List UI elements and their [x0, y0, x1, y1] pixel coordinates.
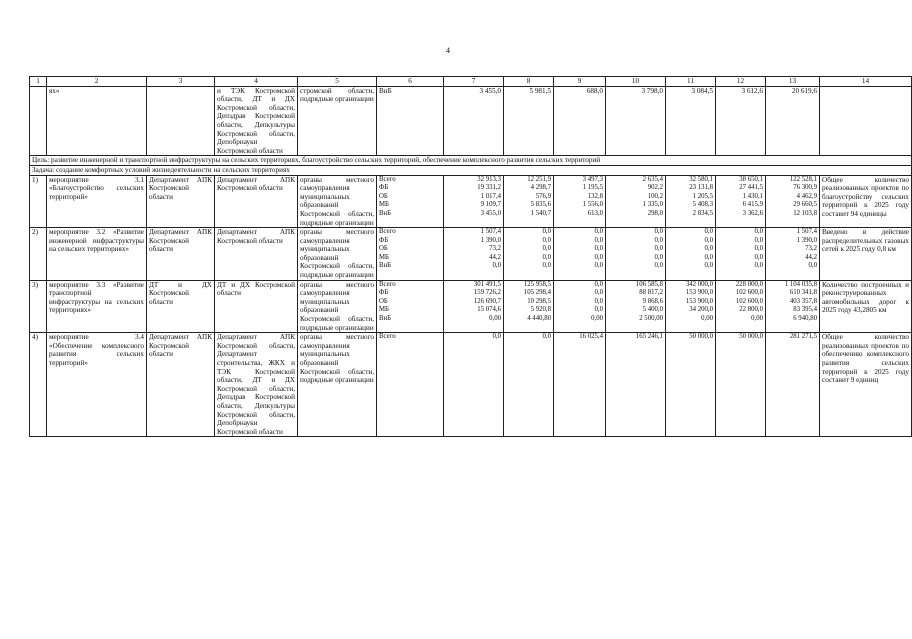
cell-values	[504, 175, 554, 228]
cell-value: 6 940,80	[793, 315, 817, 323]
cell-value: 0,0	[594, 306, 603, 314]
source-label: ФБ	[379, 236, 389, 244]
cell-number: 3)	[30, 280, 47, 333]
cell-values	[716, 228, 766, 281]
cell-value: 0,0	[704, 236, 713, 244]
cell-values	[716, 333, 766, 437]
cell-value: 1 390,0	[796, 236, 817, 244]
header-cell: 3	[147, 77, 215, 87]
header-cell: 1	[30, 77, 47, 87]
cell-value: 153 900,0	[685, 297, 713, 305]
cell-name: ях»	[47, 86, 147, 156]
cell-value: 902,2	[647, 184, 663, 192]
cell-value: 1 205,5	[692, 192, 713, 200]
cell-participants: органы местного самоуправления муниципальных образований Костромской области, подрядные организации	[298, 175, 377, 228]
cell-value: 0,0	[542, 333, 551, 341]
cell-value: 44,2	[805, 253, 817, 261]
cell-participants: органы местного самоуправления муниципальных образований Костромской области, подрядные организации	[298, 280, 377, 333]
cell-values	[716, 280, 766, 333]
source-label: Всего	[379, 175, 396, 183]
cell-value: 281 271,5	[789, 333, 817, 341]
cell-value: 73,2	[489, 245, 501, 253]
cell-value: 0,0	[754, 228, 763, 236]
measure-row	[30, 228, 912, 281]
cell-value: 105 298,4	[523, 289, 551, 297]
cell-value: 3 798,0	[606, 86, 666, 156]
cell-number	[30, 86, 47, 156]
cell-value: 0,0	[542, 253, 551, 261]
cell-value: 165 246,1	[635, 333, 663, 341]
cell-value: 0,0	[754, 236, 763, 244]
cell-values	[606, 280, 666, 333]
cell-value: 1 430,1	[742, 192, 763, 200]
cell-value: 1 540,7	[530, 209, 551, 217]
cell-value: 0,0	[594, 289, 603, 297]
cell-source	[377, 280, 444, 333]
cell-source	[377, 228, 444, 281]
cell-value: 0,0	[654, 236, 663, 244]
cell-values	[666, 333, 716, 437]
cell-value: 0,0	[654, 262, 663, 270]
page-number: 4	[446, 46, 450, 55]
cell-value: 0,00	[591, 315, 603, 323]
cell-value: 576,9	[535, 192, 551, 200]
cell-value: 9 868,6	[642, 297, 663, 305]
cell-value: 10 298,5	[527, 297, 551, 305]
header-cell: 14	[820, 77, 912, 87]
cell-value: 613,0	[587, 209, 603, 217]
cell-value: 0,0	[594, 262, 603, 270]
cell-value: 88 817,2	[639, 289, 663, 297]
cell-value: 0,0	[754, 245, 763, 253]
cell-value: 3 612,6	[716, 86, 766, 156]
cell-value: 102 600,0	[735, 289, 763, 297]
cell-value: 0,00	[751, 315, 763, 323]
cell-value: 122 528,1	[789, 175, 817, 183]
cell-source	[377, 333, 444, 437]
measure-row	[30, 280, 912, 333]
cell-value: 76 300,9	[793, 184, 817, 192]
cell-value: 126 690,7	[473, 297, 501, 305]
cell-coexecutors: Департамент АПК Костромской области	[215, 175, 298, 228]
cell-responsible: Департамент АПК Костромской области	[147, 333, 215, 437]
cell-value: 1 507,4	[480, 228, 501, 236]
cell-value: 16 025,4	[579, 333, 603, 341]
cell-value: 5 835,6	[530, 201, 551, 209]
cell-coexecutors: ДТ и ДХ Костромской области	[215, 280, 298, 333]
cell-value: 610 341,8	[789, 289, 817, 297]
cell-value: 159 726,2	[473, 289, 501, 297]
cell-value: 4 440,80	[527, 315, 551, 323]
cell-value: 688,0	[554, 86, 606, 156]
cell-value: 22 800,0	[739, 306, 763, 314]
cell-value: 0,0	[704, 253, 713, 261]
cell-name: мероприятие 3.2 «Развитие инженерной инфраструктуры на сельских территориях»	[47, 228, 147, 281]
cell-value: 1 507,4	[796, 228, 817, 236]
task-text: Задача: создание комфортных условий жизнедеятельности на сельских территориях	[30, 165, 912, 175]
cell-values	[606, 175, 666, 228]
cell-value: 0,0	[542, 228, 551, 236]
cell-value: 0,0	[594, 297, 603, 305]
goal-row	[30, 156, 912, 166]
cell-value: 6 415,9	[742, 201, 763, 209]
cell-value: 1 104 035,8	[784, 280, 817, 288]
source-label: Всего	[379, 333, 396, 341]
cell-value: 23 131,8	[689, 184, 713, 192]
cell-value: 1 335,0	[642, 201, 663, 209]
measure-row	[30, 175, 912, 228]
cell-participants: стромской области, подрядные организации	[298, 86, 377, 156]
cell-coexecutors: Департамент АПК Костромской области, Департамент строительства, ЖКХ и ТЭК Костромской области, ДТ и ДХ Костромской области, Депздрав Костромской области, Депкультуры Костромской области, Депобрнауки Костромской области	[215, 333, 298, 437]
cell-value: 0,0	[754, 253, 763, 261]
cell-value: 29 660,5	[793, 201, 817, 209]
cell-source	[377, 175, 444, 228]
cell-values	[716, 175, 766, 228]
cell-source: ВнБ	[377, 86, 444, 156]
cell-values	[606, 333, 666, 437]
cell-value: 298,0	[647, 209, 663, 217]
cell-value: 3 497,3	[582, 175, 603, 183]
cell-value: 0,0	[594, 228, 603, 236]
cell-value: 15 074,6	[477, 306, 501, 314]
cell-value: 3 362,6	[742, 209, 763, 217]
cell-value: 2 834,5	[692, 209, 713, 217]
header-row	[30, 77, 912, 87]
cell-value: 228 000,0	[735, 280, 763, 288]
cell-value: 27 441,5	[739, 184, 763, 192]
goal-text: Цель: развитие инженерной и транспортной инфраструктуры на сельских территориях, благоустройство сельских территорий, обеспечение комплексного развития сельских территорий	[30, 156, 912, 166]
cell-value: 32 913,3	[477, 175, 501, 183]
cell-participants: органы местного самоуправления муниципальных образований Костромской области, подрядные организации	[298, 333, 377, 437]
cell-responsible: Департамент АПК Костромской области	[147, 175, 215, 228]
header-cell: 5	[298, 77, 377, 87]
cell-value: 0,0	[594, 236, 603, 244]
cell-value: 102 600,0	[735, 297, 763, 305]
cell-value: 3 455,0	[480, 209, 501, 217]
cell-value: 100,2	[647, 192, 663, 200]
cell-value: 5 408,3	[692, 201, 713, 209]
cell-values	[554, 280, 606, 333]
header-cell: 13	[766, 77, 820, 87]
cell-value: 44,2	[489, 253, 501, 261]
cell-name: мероприятие 3.4 «Обеспечение комплексного развития сельских территорий»	[47, 333, 147, 437]
source-label: ВнБ	[379, 315, 392, 323]
header-cell: 9	[554, 77, 606, 87]
cell-value: 0,0	[808, 262, 817, 270]
cell-value: 0,0	[704, 245, 713, 253]
source-label: Всего	[379, 280, 396, 288]
cell-value: 19 331,2	[477, 184, 501, 192]
cell-value: 2 635,4	[642, 175, 663, 183]
cell-value: 32 580,1	[689, 175, 713, 183]
header-cell: 8	[504, 77, 554, 87]
header-cell: 4	[215, 77, 298, 87]
program-table	[29, 76, 912, 437]
cell-value: 1 017,4	[480, 192, 501, 200]
cell-value: 5 920,8	[530, 306, 551, 314]
cell-value: 0,0	[542, 262, 551, 270]
cell-indicator: Количество построенных и реконструированных автомобильных дорог к 2025 году 43,2805 км	[820, 280, 912, 333]
task-row	[30, 165, 912, 175]
cell-values	[766, 175, 820, 228]
cell-value: 132,8	[587, 192, 603, 200]
cell-value: 153 900,0	[685, 289, 713, 297]
cell-values	[504, 228, 554, 281]
source-label: МБ	[379, 201, 389, 209]
cell-values	[444, 333, 504, 437]
cell-value: 3 455,0	[444, 86, 504, 156]
cell-value: 38 650,1	[739, 175, 763, 183]
cell-values	[444, 228, 504, 281]
cell-indicator: Общее количество реализованных проектов по благоустройству сельских территорий к 2025 году составит 94 единицы	[820, 175, 912, 228]
cell-value: 50 000,0	[689, 333, 713, 341]
cell-value: 0,0	[654, 253, 663, 261]
cell-value: 0,0	[704, 262, 713, 270]
source-label: Всего	[379, 228, 396, 236]
cell-value: 1 390,0	[480, 236, 501, 244]
cell-values	[554, 228, 606, 281]
cell-number: 1)	[30, 175, 47, 228]
cell-values	[606, 228, 666, 281]
cell-values	[766, 280, 820, 333]
cell-value: 50 000,0	[739, 333, 763, 341]
cell-values	[766, 333, 820, 437]
cell-value: 0,0	[492, 333, 501, 341]
cell-indicator	[820, 86, 912, 156]
cell-value: 0,0	[542, 236, 551, 244]
cell-indicator: Общее количество реализованных проектов по обеспечению комплексного развития сельских территорий к 2025 году составит 9 единиц	[820, 333, 912, 437]
cell-value: 0,0	[754, 262, 763, 270]
cell-participants: органы местного самоуправления муниципальных образований Костромской области, подрядные организации	[298, 228, 377, 281]
cell-value: 342 000,0	[685, 280, 713, 288]
cell-values	[554, 175, 606, 228]
cell-coexecutors: Департамент АПК Костромской области	[215, 228, 298, 281]
cell-value: 5 981,5	[504, 86, 554, 156]
source-label: ВнБ	[379, 262, 392, 270]
source-label: ФБ	[379, 184, 389, 192]
cell-values	[444, 280, 504, 333]
source-label: ОБ	[379, 192, 388, 200]
header-cell: 2	[47, 77, 147, 87]
measures-body	[30, 175, 912, 437]
header-cell: 10	[606, 77, 666, 87]
cell-value: 403 357,8	[789, 297, 817, 305]
source-label: ФБ	[379, 289, 389, 297]
source-label: ВнБ	[379, 209, 392, 217]
cell-name: мероприятие 3.3 «Развитие транспортной инфраструктуры на сельских территориях»	[47, 280, 147, 333]
cell-number: 2)	[30, 228, 47, 281]
measure-row	[30, 333, 912, 437]
cell-value: 3 084,5	[666, 86, 716, 156]
cell-value: 4 462,9	[796, 192, 817, 200]
cell-responsible	[147, 86, 215, 156]
cell-value: 0,00	[701, 315, 713, 323]
cell-values	[504, 280, 554, 333]
cell-value: 0,0	[594, 245, 603, 253]
cell-value: 0,00	[489, 315, 501, 323]
cell-values	[666, 175, 716, 228]
cell-value: 301 491,5	[473, 280, 501, 288]
cell-value: 125 958,5	[523, 280, 551, 288]
header-cell: 12	[716, 77, 766, 87]
cell-value: 106 585,8	[635, 280, 663, 288]
cell-values	[766, 228, 820, 281]
cell-value: 1 195,5	[582, 184, 603, 192]
cell-number: 4)	[30, 333, 47, 437]
source-label: МБ	[379, 253, 389, 261]
cell-value: 1 556,0	[582, 201, 603, 209]
cell-value: 0,0	[542, 245, 551, 253]
cell-responsible: Департамент АПК Костромской области	[147, 228, 215, 281]
header-cell: 7	[444, 77, 504, 87]
source-label: ОБ	[379, 297, 388, 305]
cell-value: 9 109,7	[480, 201, 501, 209]
cell-values	[554, 333, 606, 437]
cell-value: 83 395,4	[793, 306, 817, 314]
cell-value: 0,0	[594, 253, 603, 261]
cell-values	[666, 280, 716, 333]
cell-value: 0,0	[594, 280, 603, 288]
cell-value: 34 200,0	[689, 306, 713, 314]
source-label: МБ	[379, 306, 389, 314]
header-cell: 6	[377, 77, 444, 87]
cell-value: 0,0	[654, 245, 663, 253]
cell-coexecutors: и ТЭК Костромской области, ДТ и ДХ Костромской области, Депздрав Костромской области, Депкультуры Костромской области, Депобрнауки Костромской области	[215, 86, 298, 156]
cell-value: 0,0	[492, 262, 501, 270]
cell-value: 20 619,6	[766, 86, 820, 156]
cell-value: 4 298,7	[530, 184, 551, 192]
cell-responsible: ДТ и ДХ Костромской области	[147, 280, 215, 333]
cell-value: 12 103,8	[793, 209, 817, 217]
cell-value: 2 500,00	[639, 315, 663, 323]
continuation-row	[30, 86, 912, 156]
cell-name: мероприятие 3.1 «Благоустройство сельских территорий»	[47, 175, 147, 228]
cell-value: 5 400,0	[642, 306, 663, 314]
header-cell: 11	[666, 77, 716, 87]
cell-value: 12 251,9	[527, 175, 551, 183]
source-label: ОБ	[379, 245, 388, 253]
cell-value: 0,0	[654, 228, 663, 236]
cell-value: 73,2	[805, 245, 817, 253]
cell-values	[444, 175, 504, 228]
cell-indicator: Введено в действие распределительных газовых сетей к 2025 году 0,8 км	[820, 228, 912, 281]
cell-value: 0,0	[704, 228, 713, 236]
cell-values	[666, 228, 716, 281]
cell-values	[504, 333, 554, 437]
